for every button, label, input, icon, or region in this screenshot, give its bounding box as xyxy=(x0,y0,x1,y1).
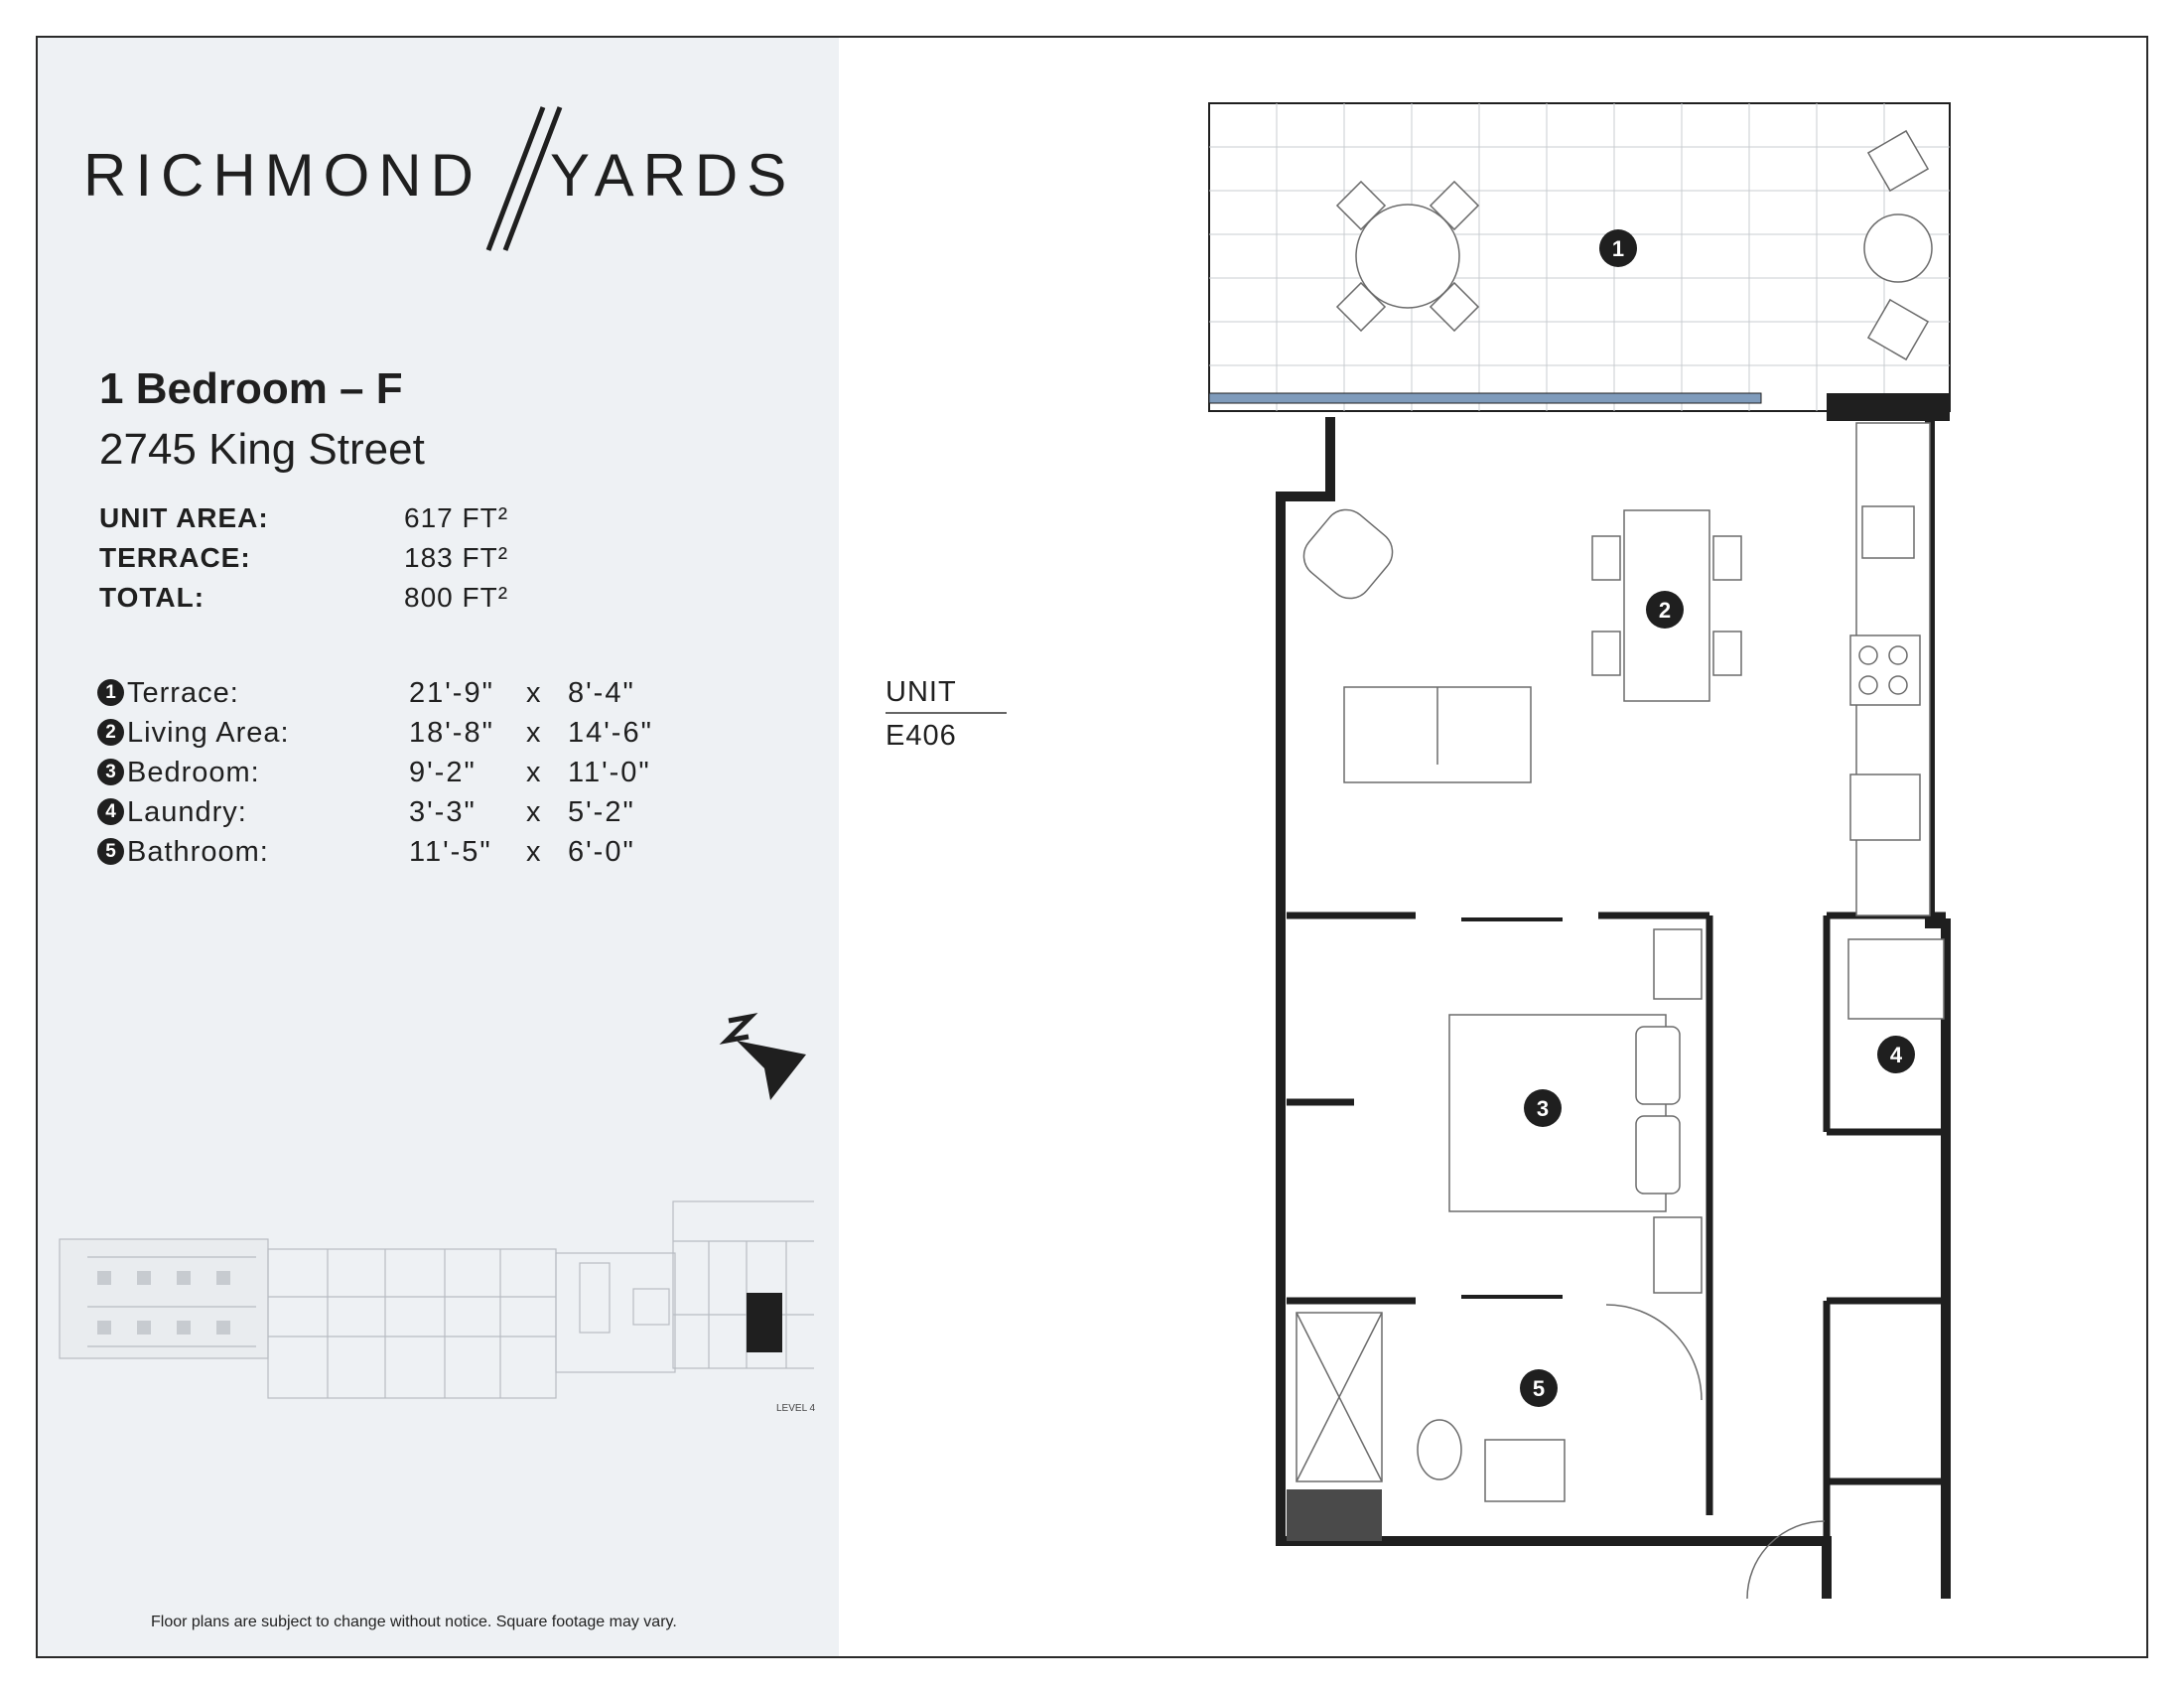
unit-tag xyxy=(886,676,1007,753)
svg-text:5: 5 xyxy=(1532,1376,1546,1401)
room-name: Bedroom: xyxy=(127,757,260,788)
room-width: 3'-3" xyxy=(409,796,477,828)
room-times: x xyxy=(526,796,541,828)
key-plan-level-label: LEVEL 4 xyxy=(776,1403,816,1414)
room-name: Living Area: xyxy=(127,717,290,749)
room-depth: 6'-0" xyxy=(568,836,635,868)
room-times: x xyxy=(526,717,541,749)
room-depth: 11'-0" xyxy=(568,757,651,788)
svg-text:3: 3 xyxy=(1536,1096,1550,1121)
area-value: 183 FT² xyxy=(404,542,509,573)
key-plan xyxy=(58,1197,814,1422)
room-depth: 8'-4" xyxy=(568,677,635,709)
room-depth: 14'-6" xyxy=(568,717,653,749)
north-arrow-icon xyxy=(717,1011,812,1106)
room-number-badge: 2 xyxy=(97,719,124,746)
terrace xyxy=(1209,103,1950,421)
brand-logo-graphic xyxy=(83,103,798,252)
room-number-badge: 4 xyxy=(97,798,124,825)
area-label: UNIT AREA: xyxy=(99,502,269,533)
room-width: 21'-9" xyxy=(409,677,494,709)
room-width: 18'-8" xyxy=(409,717,494,749)
room-times: x xyxy=(526,677,541,709)
area-value: 800 FT² xyxy=(404,582,509,613)
unit-title: 1 Bedroom – F xyxy=(99,364,403,413)
room-times: x xyxy=(526,757,541,788)
unit-number: E406 xyxy=(886,720,957,752)
north-arrow-graphic xyxy=(717,1011,812,1106)
room-depth: 5'-2" xyxy=(568,796,635,828)
disclaimer: Floor plans are subject to change without notice. Square footage may vary. xyxy=(151,1614,677,1630)
room-name: Bathroom: xyxy=(127,836,269,868)
unit-address: 2745 King Street xyxy=(99,425,425,474)
room-width: 11'-5" xyxy=(409,836,492,868)
area-label: TOTAL: xyxy=(99,582,205,613)
room-name: Laundry: xyxy=(127,796,247,828)
room-name: Terrace: xyxy=(127,677,239,709)
svg-text:2: 2 xyxy=(1658,598,1672,623)
room-number-badge: 3 xyxy=(97,759,124,785)
floor-plan xyxy=(1191,99,1985,1609)
brand-left-word: RICHMOND xyxy=(83,142,482,209)
unit-tag-label: UNIT xyxy=(886,676,1007,714)
room-times: x xyxy=(526,836,541,868)
room-number-badge: 5 xyxy=(97,838,124,865)
svg-text:4: 4 xyxy=(1889,1043,1903,1067)
room-width: 9'-2" xyxy=(409,757,477,788)
room-number-badge: 1 xyxy=(97,679,124,706)
area-label: TERRACE: xyxy=(99,542,251,573)
area-value: 617 FT² xyxy=(404,502,509,533)
key-plan-graphic xyxy=(58,1197,814,1422)
brand-right-word: YARDS xyxy=(550,142,796,209)
svg-text:1: 1 xyxy=(1611,236,1625,261)
floor-plan-graphic xyxy=(1191,99,1985,1609)
brand-logo xyxy=(83,103,798,252)
